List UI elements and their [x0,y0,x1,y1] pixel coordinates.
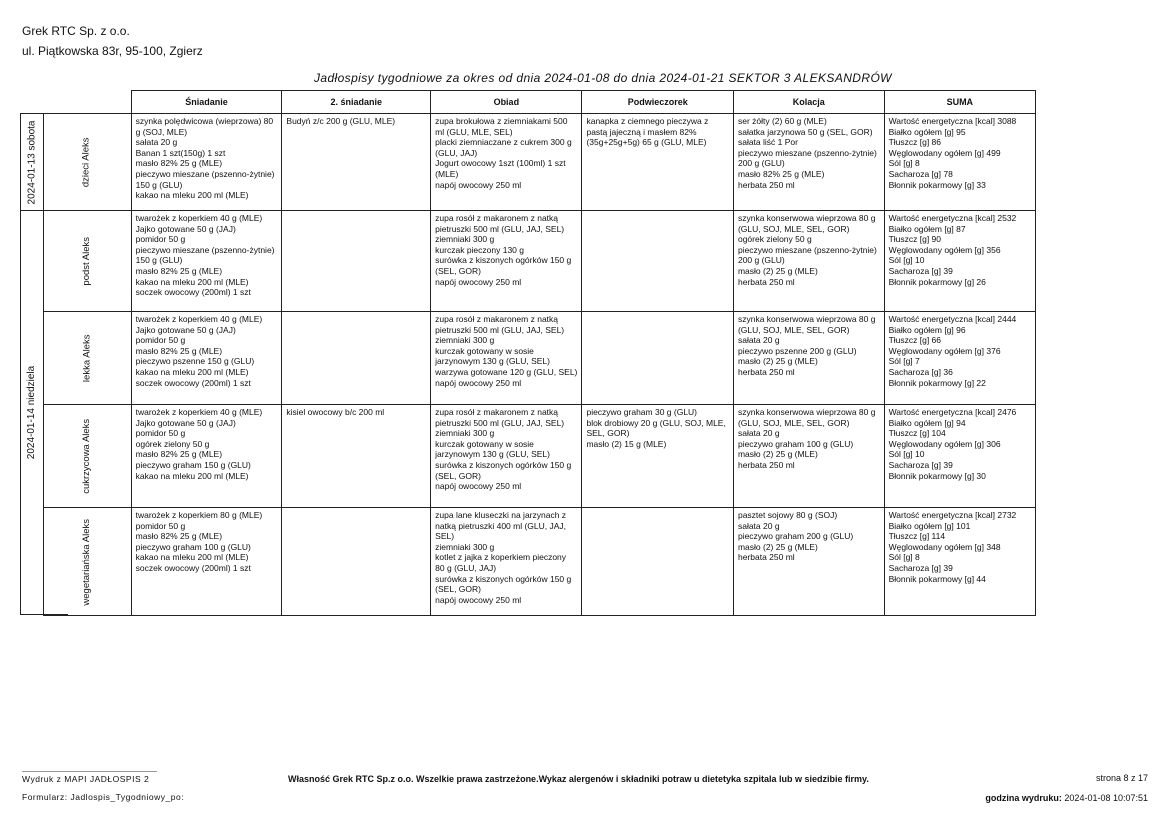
drugie-sniadanie-cell [282,508,431,616]
table-row [44,312,1169,405]
column-header-sniadanie: Śniadanie [131,91,282,114]
table-row [44,405,1169,508]
sniadanie-cell: szynka polędwicowa (wieprzowa) 80 g (SOJ, MLE) sałata 20 g Banan 1 szt(150g) 1 szt masło 82% 25 g (MLE) pieczywo mieszane (pszenno-żytnie) 150 g (GLU) kakao na mleku 200 ml (MLE) [131,114,282,211]
diet-label: wegetariańska Aleks [81,518,93,606]
suma-cell: Wartość energetyczna [kcal] 2444 Białko ogółem [g] 96 Tłuszcz [g] 66 Węglowodany ogółem [g] 376 Sól [g] 7 Sacharoza [g] 36 Błonnik pokarmowy [g] 22 [884,312,1036,405]
company-address: ul. Piątkowska 83r, 95-100, Zgierz [22,44,203,58]
page-number: strona 8 z 17 [1095,773,1148,783]
footer-divider [22,771,157,772]
kolacja-cell: szynka konserwowa wieprzowa 80 g (GLU, SOJ, MLE, SEL, GOR) ogórek zielony 50 g pieczywo mieszane (pszenno-żytnie) 200 g (GLU) masło (2) 25 g (MLE) herbata 250 ml [733,211,884,312]
kolacja-cell: szynka konserwowa wieprzowa 80 g (GLU, SOJ, MLE, SEL, GOR) sałata 20 g pieczywo pszenne 200 g (GLU) masło (2) 25 g (MLE) herbata 250 ml [733,312,884,405]
page-title: Jadłospisy tygodniowe za okres od dnia 2024-01-08 do dnia 2024-01-21 SEKTOR 3 ALEKSANDRÓW [314,71,892,85]
table-header-row [44,91,1169,114]
date-label: 2024-01-13 sobota [26,120,38,204]
sniadanie-cell: twarożek z koperkiem 40 g (MLE) Jajko gotowane 50 g (JAJ) pomidor 50 g ogórek zielony 50 g masło 82% 25 g (MLE) pieczywo graham 150 g (GLU) kakao na mleku 200 ml (MLE) [131,405,282,508]
podwieczorek-cell [582,312,734,405]
kolacja-cell: szynka konserwowa wieprzowa 80 g (GLU, SOJ, MLE, SEL, GOR) sałata 20 g pieczywo graham 100 g (GLU) masło (2) 25 g (MLE) herbata 250 ml [733,405,884,508]
menu-table [43,90,1169,616]
diet-label: cukrzycowa Aleks [81,419,93,494]
obiad-cell: zupa rosół z makaronem z natką pietruszki 500 ml (GLU, JAJ, SEL) ziemniaki 300 g kurczak gotowany w sosie jarzynowym 130 g (GLU, SEL) surówka z kiszonych ogórków 150 g (SEL, GOR) napój owocowy 250 ml [431,405,582,508]
table-row [44,114,1169,211]
podwieczorek-cell [582,508,734,616]
diet-label: dzieci Aleks [81,137,93,188]
suma-cell: Wartość energetyczna [kcal] 2732 Białko ogółem [g] 101 Tłuszcz [g] 114 Węglowodany ogółem [g] 348 Sól [g] 8 Sacharoza [g] 39 Błonnik pokarmowy [g] 44 [884,508,1036,616]
column-header-kolacja: Kolacja [733,91,884,114]
obiad-cell: zupa rosół z makaronem z natką pietruszki 500 ml (GLU, JAJ, SEL) ziemniaki 300 g kurczak gotowany w sosie jarzynowym 130 g (GLU, SEL) warzywa gotowane 120 g (GLU, SEL) napój owocowy 250 ml [431,312,582,405]
print-time [985,793,1148,803]
sniadanie-cell: twarożek z koperkiem 40 g (MLE) Jajko gotowane 50 g (JAJ) pomidor 50 g masło 82% 25 g (MLE) pieczywo pszenne 150 g (GLU) kakao na mleku 200 ml (MLE) soczek owocowy (200ml) 1 szt [131,312,282,405]
suma-cell: Wartość energetyczna [kcal] 2476 Białko ogółem [g] 94 Tłuszcz [g] 104 Węglowodany ogółem [g] 306 Sól [g] 10 Sacharoza [g] 39 Błonnik pokarmowy [g] 30 [884,405,1036,508]
form-label: Formularz: Jadlospis_Tygodniowy_po: [22,792,185,802]
drugie-sniadanie-cell [282,312,431,405]
table-row [44,211,1169,312]
ownership-notice: Własność Grek RTC Sp.z o.o. Wszelkie prawa zastrzeżone.Wykaz alergenów i składniki potraw u dietetyka szpitala lub w siedzibie firmy. [288,774,869,784]
date-label-cell [21,211,43,614]
company-name: Grek RTC Sp. z o.o. [22,24,130,38]
diet-label: podst Aleks [81,237,92,286]
print-time-label: godzina wydruku: [985,793,1062,803]
printout-label: Wydruk z MAPI JADŁOSPIS 2 [22,774,150,784]
obiad-cell: zupa lane kluseczki na jarzynach z natką pietruszki 400 ml (GLU, JAJ, SEL) ziemniaki 300 g kotlet z jajka z koperkiem pieczony 80 g (GLU, JAJ) surówka z kiszonych ogórków 150 g (SEL, GOR) napój owocowy 250 ml [431,508,582,616]
drugie-sniadanie-cell: Budyń z/c 200 g (GLU, MLE) [282,114,431,211]
diet-cell [44,211,132,312]
drugie-sniadanie-cell [282,211,431,312]
kolacja-cell: ser żółty (2) 60 g (MLE) sałatka jarzynowa 50 g (SEL, GOR) sałata liść 1 Por pieczywo mieszane (pszenno-żytnie) 200 g (GLU) masło 82% 25 g (MLE) herbata 250 ml [733,114,884,211]
podwieczorek-cell: kanapka z ciemnego pieczywa z pastą jajeczną i masłem 82%(35g+25g+5g) 65 g (GLU, MLE) [582,114,734,211]
date-label-cell [21,114,43,210]
podwieczorek-cell [582,211,734,312]
sniadanie-cell: twarożek z koperkiem 40 g (MLE) Jajko gotowane 50 g (JAJ) pomidor 50 g pieczywo mieszane (pszenno-żytnie) 150 g (GLU) masło 82% 25 g (MLE) kakao na mleku 200 ml (MLE) soczek owocowy (200ml) 1 szt [131,211,282,312]
print-time-value: 2024-01-08 10:07:51 [1064,793,1148,803]
table-row [44,508,1169,616]
suma-cell: Wartość energetyczna [kcal] 2532 Białko ogółem [g] 87 Tłuszcz [g] 90 Węglowodany ogółem [g] 356 Sól [g] 10 Sacharoza [g] 39 Błonnik pokarmowy [g] 26 [884,211,1036,312]
diet-cell [44,312,132,405]
obiad-cell: zupa rosół z makaronem z natką pietruszki 500 ml (GLU, JAJ, SEL) ziemniaki 300 g kurczak pieczony 130 g surówka z kiszonych ogórków 150 g (SEL, GOR) napój owocowy 250 ml [431,211,582,312]
diet-cell [44,405,132,508]
diet-cell [44,114,132,211]
drugie-sniadanie-cell: kisiel owocowy b/c 200 ml [282,405,431,508]
kolacja-cell: pasztet sojowy 80 g (SOJ) sałata 20 g pieczywo graham 200 g (GLU) masło (2) 25 g (MLE) herbata 250 ml [733,508,884,616]
column-header-podwieczorek: Podwieczorek [582,91,734,114]
column-header-drugie-sniadanie: 2. śniadanie [282,91,431,114]
diet-label: lekka Aleks [81,334,92,383]
suma-cell: Wartość energetyczna [kcal] 3088 Białko ogółem [g] 95 Tłuszcz [g] 86 Węglowodany ogółem [g] 499 Sól [g] 8 Sacharoza [g] 78 Błonnik pokarmowy [g] 33 [884,114,1036,211]
obiad-cell: zupa brokułowa z ziemniakami 500 ml (GLU, MLE, SEL) placki ziemniaczane z cukrem 300 g (GLU, JAJ) Jogurt owocowy 1szt (100ml) 1 szt (MLE) napój owocowy 250 ml [431,114,582,211]
podwieczorek-cell: pieczywo graham 30 g (GLU) blok drobiowy 20 g (GLU, SOJ, MLE, SEL, GOR) masło (2) 15 g (MLE) [582,405,734,508]
column-header-suma: SUMA [884,91,1036,114]
column-header-obiad: Obiad [431,91,582,114]
sniadanie-cell: twarożek z koperkiem 80 g (MLE) pomidor 50 g masło 82% 25 g (MLE) pieczywo graham 100 g (GLU) kakao na mleku 200 ml (MLE) soczek owocowy (200ml) 1 szt [131,508,282,616]
diet-cell [44,508,132,616]
date-label: 2024-01-14 niedziela [26,365,38,460]
